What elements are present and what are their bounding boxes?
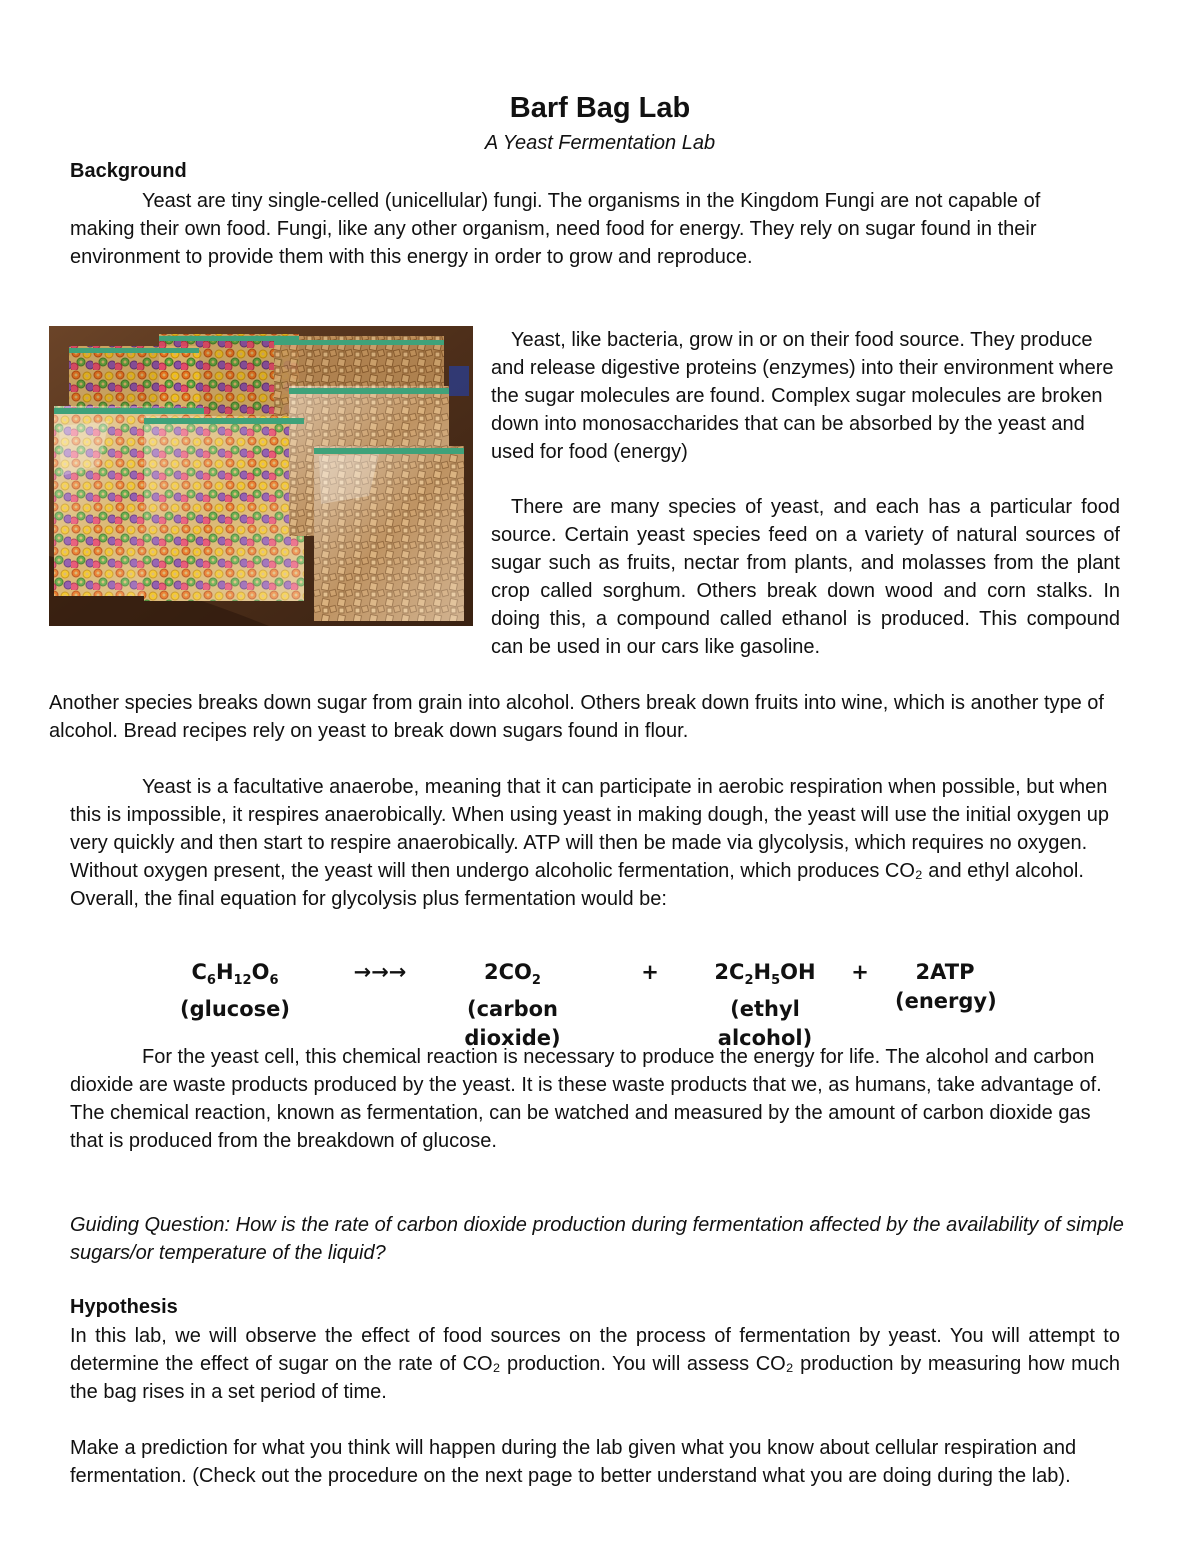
equation-arrows: →→→ bbox=[353, 960, 407, 984]
hypothesis-paragraph-1: In this lab, we will observe the effect of food sources on the process of fermentation by yeast. You will attempt to determine the effect of sugar on the rate of CO₂ production. You will assess CO₂ production by measuring how much the bag rises in a set period of time. bbox=[70, 1325, 1120, 1403]
hypothesis-paragraph-2: Make a prediction for what you think will happen during the lab given what you know about cellular respiration and fermentation. (Check out the procedure on the next page to better understand what you are doing during the lab). bbox=[70, 1437, 1077, 1487]
equation-glucose bbox=[170, 958, 300, 1024]
co2-formula: $2CO_2$ bbox=[484, 960, 541, 989]
page-title: Barf Bag Lab bbox=[509, 92, 691, 124]
hypothesis-heading: Hypothesis bbox=[70, 1296, 178, 1318]
equation-co2 bbox=[425, 958, 600, 1053]
equation-plus-1: + bbox=[641, 960, 659, 984]
background-paragraph-3: There are many species of yeast, and each has a particular food source. Certain yeast species feed on a variety of natural sources of sugar such as fruits, nectar from plants, and molasses from the plant crop called sorghum. Others break down wood and corn stalks. In doing this, a compound called ethanol is produced. This compound can be used in our cars like gasoline. bbox=[491, 496, 1120, 658]
cereal-bags-photo bbox=[49, 326, 473, 626]
equation-atp bbox=[895, 958, 995, 1016]
glucose-formula: $C_6H_{12}O_6$ bbox=[191, 960, 279, 989]
background-heading: Background bbox=[70, 160, 187, 182]
guiding-question: Guiding Question: How is the rate of carbon dioxide production during fermentation affected by the availability of simple sugars/or temperature of the liquid? bbox=[70, 1214, 1124, 1264]
ethanol-label: (ethyl alcohol) bbox=[717, 997, 813, 1051]
atp-label: (energy) bbox=[895, 989, 997, 1013]
background-paragraph-1: Yeast are tiny single-celled (unicellular) fungi. The organisms in the Kingdom Fungi are not capable of making their own food. Fungi, like any other organism, need food for energy. They rely on sugar found in their environment to provide them with this energy in order to grow and reproduce. bbox=[70, 190, 1041, 268]
background-paragraph-2: Yeast, like bacteria, grow in or on their food source. They produce and release digestive proteins (enzymes) into their environment where the sugar molecules are found. Complex sugar molecules are broken down into monosaccharides that can be absorbed by the yeast and used for food (energy) bbox=[491, 329, 1114, 463]
background-paragraph-4: Another species breaks down sugar from grain into alcohol. Others break down fruits into wine, which is another type of alcohol. Bread recipes rely on yeast to break down sugars found in flour. bbox=[49, 692, 1104, 742]
background-paragraph-6: For the yeast cell, this chemical reaction is necessary to produce the energy for life. The alcohol and carbon dioxide are waste products produced by the yeast. It is these waste products that we, as humans, take advantage of. The chemical reaction, known as fermentation, can be watched and measured by the amount of carbon dioxide gas that is produced from the breakdown of glucose. bbox=[70, 1046, 1102, 1152]
fermentation-equation bbox=[150, 958, 1050, 1051]
background-paragraph-5: Yeast is a facultative anaerobe, meaning that it can participate in aerobic respiration when possible, but when this is impossible, it respires anaerobically. When using yeast in making dough, the yeast will use the initial oxygen up very quickly and then start to respire anaerobically. ATP will then be made via glycolysis, which requires no oxygen. Without oxygen present, the yeast will then undergo alcoholic fermentation, which produces CO₂ and ethyl alcohol. Overall, the final equation for glycolysis plus fermentation would be: bbox=[70, 776, 1110, 910]
equation-plus-2: + bbox=[851, 960, 869, 984]
glucose-label: (glucose) bbox=[180, 997, 290, 1022]
equation-ethanol bbox=[685, 958, 845, 1053]
atp-formula: 2ATP bbox=[915, 960, 975, 984]
co2-label: (carbon dioxide) bbox=[464, 997, 561, 1051]
ethanol-formula: $2C_2H_5OH$ bbox=[714, 960, 816, 989]
page-subtitle: A Yeast Fermentation Lab bbox=[484, 132, 716, 154]
